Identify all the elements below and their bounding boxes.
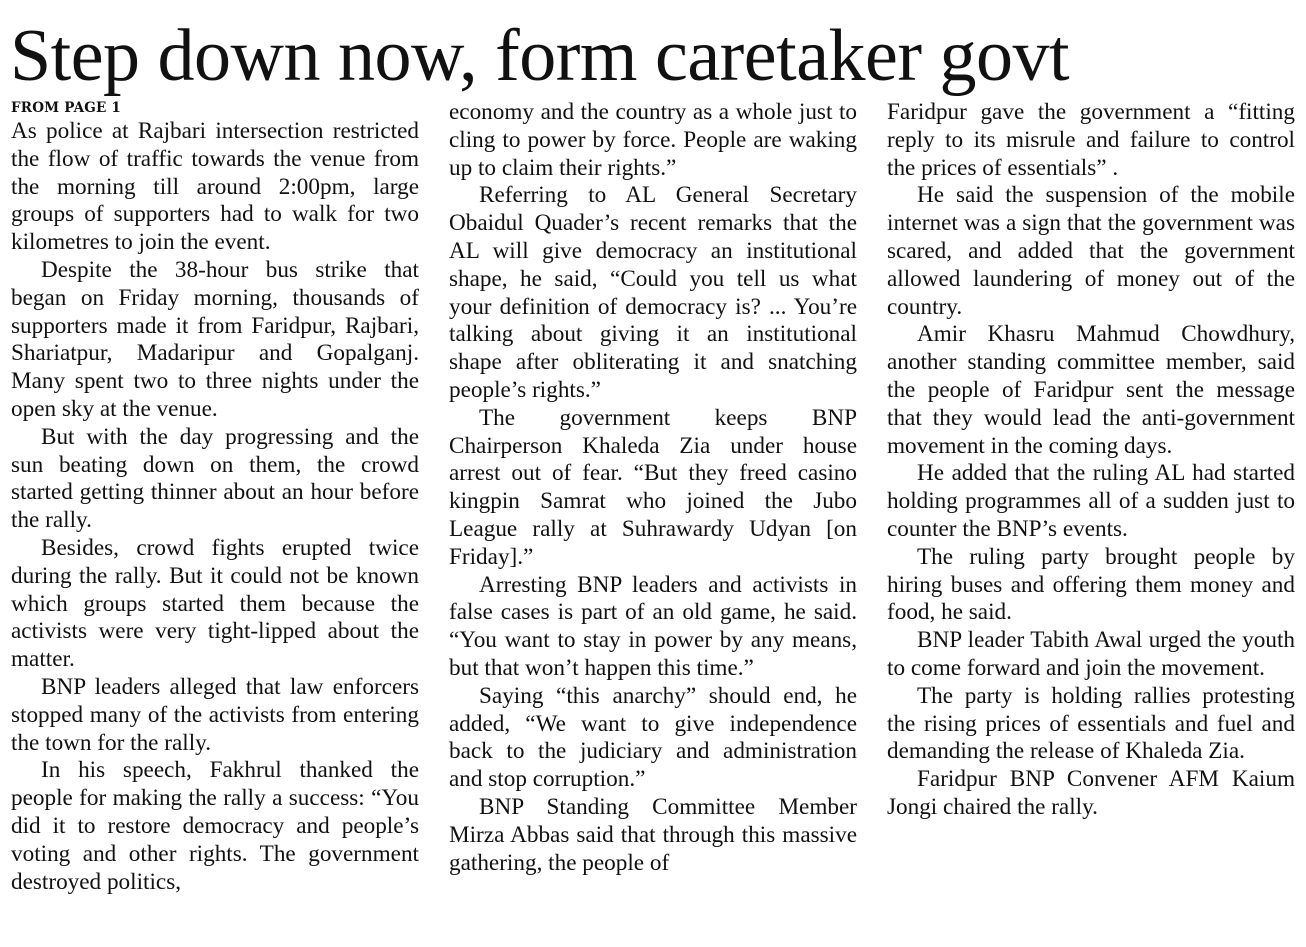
paragraph: BNP Standing Committee Member Mirza Abbas said that through this massive gathering, the people of [449, 793, 857, 876]
paragraph: The party is holding rallies protesting the rising prices of essentials and fuel and demanding the release of Khaleda Zia. [887, 682, 1295, 765]
article-column-1 [11, 98, 419, 944]
paragraph: He added that the ruling AL had started holding programmes all of a sudden just to counter the BNP’s events. [887, 460, 1295, 542]
paragraph: Faridpur gave the government a “fitting reply to its misrule and failure to control the prices of essentials” . [887, 99, 1295, 181]
paragraph: Arresting BNP leaders and activists in false cases is part of an old game, he said. “You want to stay in power by any means, but that won’t happen this time.” [449, 571, 857, 681]
paragraph: Referring to AL General Secretary Obaidul Quader’s recent remarks that the AL will give democracy an institutional shape, he said, “Could you tell us what your definition of democracy is? ... You’re talking about giving it an institutional shape after obliterating it and snatching people’s rights.” [449, 182, 857, 403]
paragraph: He said the suspension of the mobile internet was a sign that the government was scared, and added that the government allowed laundering of money out of the country. [887, 182, 1295, 320]
paragraph: As police at Rajbari intersection restricted the flow of traffic towards the venue from the morning till around 2:00pm, large groups of supporters had to walk for two kilometres to join the event. [11, 118, 419, 256]
paragraph: BNP leader Tabith Awal urged the youth to come forward and join the movement. [887, 627, 1295, 681]
paragraph: economy and the country as a whole just to cling to power by force. People are waking up to claim their rights.” [449, 99, 857, 181]
paragraph: Besides, crowd fights erupted twice during the rally. But it could not be known which groups started them because the activists were very tight-lipped about the matter. [11, 534, 419, 673]
headline: Step down now, form caretaker govt [10, 15, 1070, 97]
continuation-kicker: FROM PAGE 1 [11, 100, 121, 116]
paragraph: Despite the 38-hour bus strike that began on Friday morning, thousands of supporters made it from Faridpur, Rajbari, Shariatpur, Madaripur and Gopalganj. Many spent two to three nights under the open sky at the venue. [11, 256, 419, 422]
article-column-2 [449, 98, 857, 945]
paragraph: Faridpur BNP Convener AFM Kaium Jongi chaired the rally. [887, 766, 1295, 820]
paragraph: The government keeps BNP Chairperson Khaleda Zia under house arrest out of fear. “But they freed casino kingpin Samrat who joined the Jubo League rally at Suhrawardy Udyan [on Friday].” [449, 404, 857, 570]
paragraph: The ruling party brought people by hiring buses and offering them money and food, he said. [887, 543, 1295, 626]
article-column-3 [887, 98, 1295, 945]
paragraph: Saying “this anarchy” should end, he added, “We want to give independence back to the judiciary and administration and stop corruption.” [449, 682, 857, 793]
paragraph: Amir Khasru Mahmud Chowdhury, another standing committee member, said the people of Faridpur sent the message that they would lead the anti-government movement in the coming days. [887, 321, 1295, 459]
paragraph: In his speech, Fakhrul thanked the people for making the rally a success: “You did it to restore democracy and people’s voting and other rights. The government destroyed politics, [11, 757, 419, 895]
paragraph: But with the day progressing and the sun beating down on them, the crowd started getting thinner about an hour before the rally. [11, 423, 419, 534]
paragraph: BNP leaders alleged that law enforcers stopped many of the activists from entering the town for the rally. [11, 673, 419, 756]
